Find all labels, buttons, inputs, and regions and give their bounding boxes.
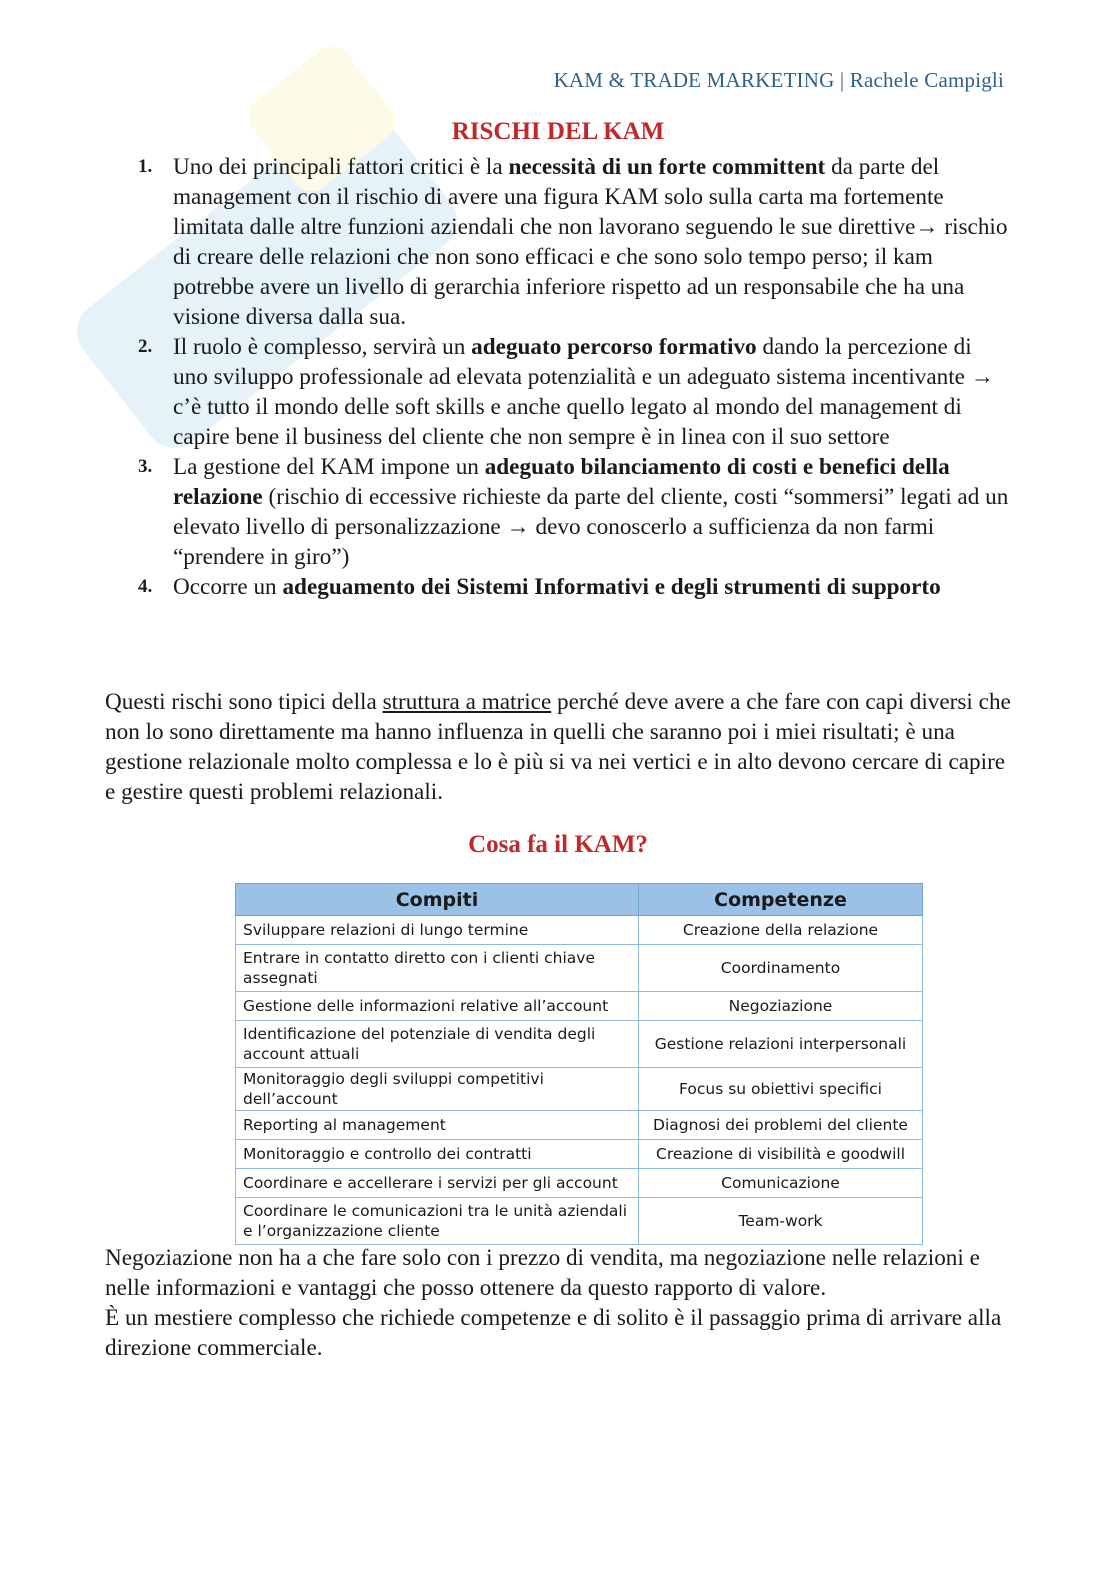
list-item: 4. Occorre un adeguamento dei Sistemi Informativi e degli strumenti di supporto (138, 574, 941, 600)
task-cell: Monitoraggio degli sviluppi competitivi dell’account (236, 1068, 639, 1111)
table-row (236, 1169, 923, 1198)
table-row (236, 945, 923, 992)
column-header-competenze: Competenze (639, 884, 923, 916)
skill-cell: Coordinamento (639, 945, 923, 992)
kam-table (235, 883, 923, 1245)
list-item: 2. Il ruolo è complesso, servirà un adeguato percorso formativo dando la percezione di uno sviluppo professionale ad elevata potenzialità e un adeguato sistema incentivante → c’è tutto il mondo delle soft skills e anche quello legato al mondo del management di capire bene il business del cliente che non sempre è in linea con il suo settore (138, 334, 994, 450)
skill-cell: Negoziazione (639, 992, 923, 1021)
table-row (236, 916, 923, 945)
skill-cell: Team-work (639, 1198, 923, 1245)
list-number: 2. (138, 336, 153, 357)
task-cell: Sviluppare relazioni di lungo termine (236, 916, 639, 945)
table-row (236, 992, 923, 1021)
task-cell: Gestione delle informazioni relative all’account (236, 992, 639, 1021)
skill-cell: Creazione di visibilità e goodwill (639, 1140, 923, 1169)
closing-paragraph (105, 1243, 1015, 1363)
skill-cell: Diagnosi dei problemi del cliente (639, 1111, 923, 1140)
table-row (236, 1068, 923, 1111)
task-cell: Monitoraggio e controllo dei contratti (236, 1140, 639, 1169)
list-item: 3. La gestione del KAM impone un adeguato bilanciamento di costi e benefici della relazione (rischio di eccessive richieste da parte del cliente, costi “sommersi” legati ad un elevato livello di personalizzazione → devo conoscerlo a sufficienza da non farmi “prendere in giro”) (138, 454, 1009, 570)
list-number: 3. (138, 456, 153, 477)
skill-cell: Gestione relazioni interpersonali (639, 1021, 923, 1068)
task-cell: Reporting al management (236, 1111, 639, 1140)
task-cell: Identificazione del potenziale di vendita degli account attuali (236, 1021, 639, 1068)
task-cell: Coordinare e accellerare i servizi per gli account (236, 1169, 639, 1198)
underlined-term: struttura a matrice (382, 689, 552, 715)
table-row (236, 1198, 923, 1245)
list-number: 4. (138, 576, 153, 597)
task-cell: Entrare in contatto diretto con i clienti chiave assegnati (236, 945, 639, 992)
section-title: RISCHI DEL KAM (451, 118, 665, 145)
paragraph-line: Negoziazione non ha a che fare solo con i prezzo di vendita, ma negoziazione nelle relazioni e nelle informazioni e vantaggi che posso ottenere da questo rapporto di valore. (105, 1245, 980, 1301)
paragraph-line: È un mestiere complesso che richiede competenze e di solito è il passaggio prima di arrivare alla direzione commerciale. (105, 1305, 1002, 1361)
table-row (236, 1021, 923, 1068)
list-number: 1. (138, 156, 153, 177)
task-cell: Coordinare le comunicazioni tra le unità aziendali e l’organizzazione cliente (236, 1198, 639, 1245)
column-header-compiti: Compiti (236, 884, 639, 916)
matrix-paragraph: Questi rischi sono tipici della struttura a matrice perché deve avere a che fare con capi diversi che non lo sono direttamente ma hanno influenza in quelli che saranno poi i miei risultati; è una gestione relazionale molto complessa e lo è più si va nei vertici e in alto devono cercare di capire e gestire questi problemi relazionali. (105, 689, 1011, 805)
list-item: 1. Uno dei principali fattori critici è la necessità di un forte committent da parte del management con il rischio di avere una figura KAM solo sulla carta ma fortemente limitata dalle altre funzioni aziendali che non lavorano seguendo le sue direttive→ rischio di creare delle relazioni che non sono efficaci e che sono solo tempo perso; il kam potrebbe avere un livello di gerarchia inferiore rispetto ad un responsabile che ha una visione diversa dalla sua. (138, 154, 1008, 330)
table-row (236, 1140, 923, 1169)
table-title: Cosa fa il KAM? (468, 831, 648, 858)
skill-cell: Creazione della relazione (639, 916, 923, 945)
skill-cell: Focus su obiettivi specifici (639, 1068, 923, 1111)
table-row (236, 1111, 923, 1140)
page-header: KAM & TRADE MARKETING | Rachele Campigli (553, 68, 1004, 92)
risks-list (105, 152, 1010, 602)
skill-cell: Comunicazione (639, 1169, 923, 1198)
